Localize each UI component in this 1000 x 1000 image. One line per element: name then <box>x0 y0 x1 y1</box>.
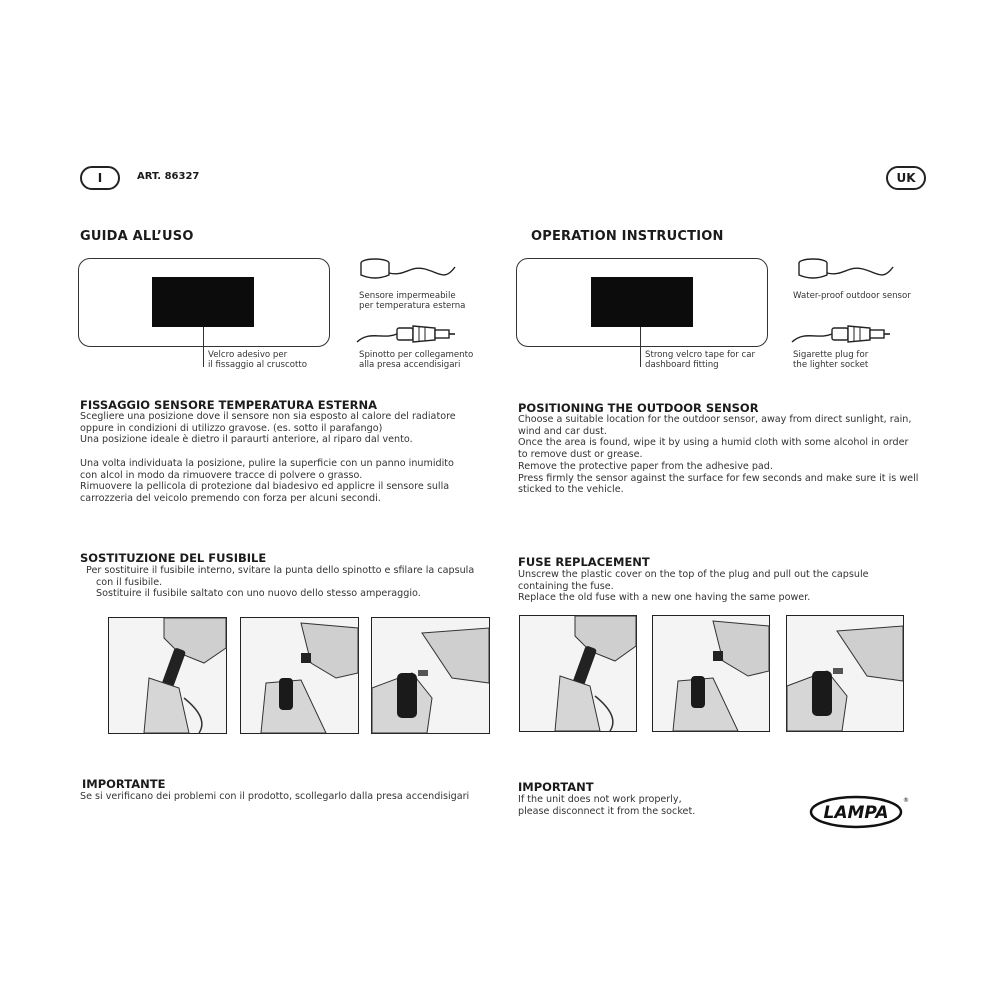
it-display-caption: Velcro adesivo per il fissaggio al cruscotto <box>208 350 307 370</box>
uk-section2-heading: FUSE REPLACEMENT <box>518 555 650 569</box>
uk-display-screen <box>591 277 693 327</box>
it-fuse-photo-3 <box>371 617 490 734</box>
it-fuse-photo-2 <box>240 617 359 734</box>
it-sensor-caption: Sensore impermeabile per temperatura esterna <box>359 291 466 311</box>
uk-section1-heading: POSITIONING THE OUTDOOR SENSOR <box>518 401 759 415</box>
uk-fuse-photo-1 <box>519 615 637 732</box>
uk-fuse-photo-2 <box>652 615 770 732</box>
uk-section2-text: Unscrew the plastic cover on the top of the plug and pull out the capsule containing the fuse. Replace the old fuse with a new one having the same power. <box>518 569 869 604</box>
it-display-leader <box>203 327 204 367</box>
it-sensor-icon <box>350 255 460 291</box>
it-section1-text: Scegliere una posizione dove il sensore non sia esposto al calore del radiatore oppure in condizioni di utilizzo gravose. (es. sotto il parafango) Una posizione ideale è dietro il paraurti anteriore, al riparo dal vento. Una volta individuata la posizione, pulire la superficie con un panno inumidito con alcol in modo da rimuovere tracce di polvere o grasso. Rimuovere la pellicola di protezione dal biadesivo ed applicre il sensore sulla carrozzeria del veicolo premendo con forza per alcuni secondi. <box>80 411 456 504</box>
uk-display-leader <box>640 327 641 367</box>
it-section2-text: Per sostituire il fusibile interno, svitare la punta dello spinotto e sfilare la capsula con il fusibile. Sostituire il fusibile saltato con uno nuovo dello stesso amperaggio. <box>86 565 475 600</box>
it-fuse-photo-1 <box>108 617 227 734</box>
language-badge-italian: I <box>80 166 120 190</box>
uk-section3-text: If the unit does not work properly, please disconnect it from the socket. <box>518 794 696 817</box>
it-plug-icon <box>355 318 465 350</box>
lampa-logo <box>808 793 908 831</box>
it-section3-heading: IMPORTANTE <box>82 777 166 791</box>
uk-sensor-caption: Water-proof outdoor sensor <box>793 291 911 301</box>
article-number: ART. 86327 <box>137 171 200 182</box>
it-plug-caption: Spinotto per collegamento alla presa accendisigari <box>359 350 474 370</box>
it-section3-text: Se si verificano dei problemi con il prodotto, scollegarlo dalla presa accendisigari <box>80 791 470 802</box>
uk-section3-heading: IMPORTANT <box>518 780 594 794</box>
uk-section1-text: Choose a suitable location for the outdoor sensor, away from direct sunlight, rain, wind and car dust. Once the area is found, wipe it by using a humid cloth with some alcohol in order to remove dust or grease. Remove the protective paper from the adhesive pad. Press firmly the sensor against the surface for few seconds and make sure it is well sticked to the vehicle. <box>518 414 919 496</box>
it-display-screen <box>152 277 254 327</box>
it-title: GUIDA ALL’USO <box>80 229 194 244</box>
language-badge-uk: UK <box>886 166 926 190</box>
svg-text:LAMPA: LAMPA <box>823 803 889 823</box>
it-section2-heading: SOSTITUZIONE DEL FUSIBILE <box>80 551 267 565</box>
uk-plug-caption: Sigarette plug for the lighter socket <box>793 350 869 370</box>
uk-fuse-photo-3 <box>786 615 904 732</box>
uk-plug-icon <box>790 318 900 350</box>
uk-sensor-icon <box>788 255 898 291</box>
uk-title: OPERATION INSTRUCTION <box>531 229 724 244</box>
it-section1-heading: FISSAGGIO SENSORE TEMPERATURA ESTERNA <box>80 398 378 412</box>
svg-text:®: ® <box>903 797 909 804</box>
uk-display-caption: Strong velcro tape for car dashboard fitting <box>645 350 756 370</box>
